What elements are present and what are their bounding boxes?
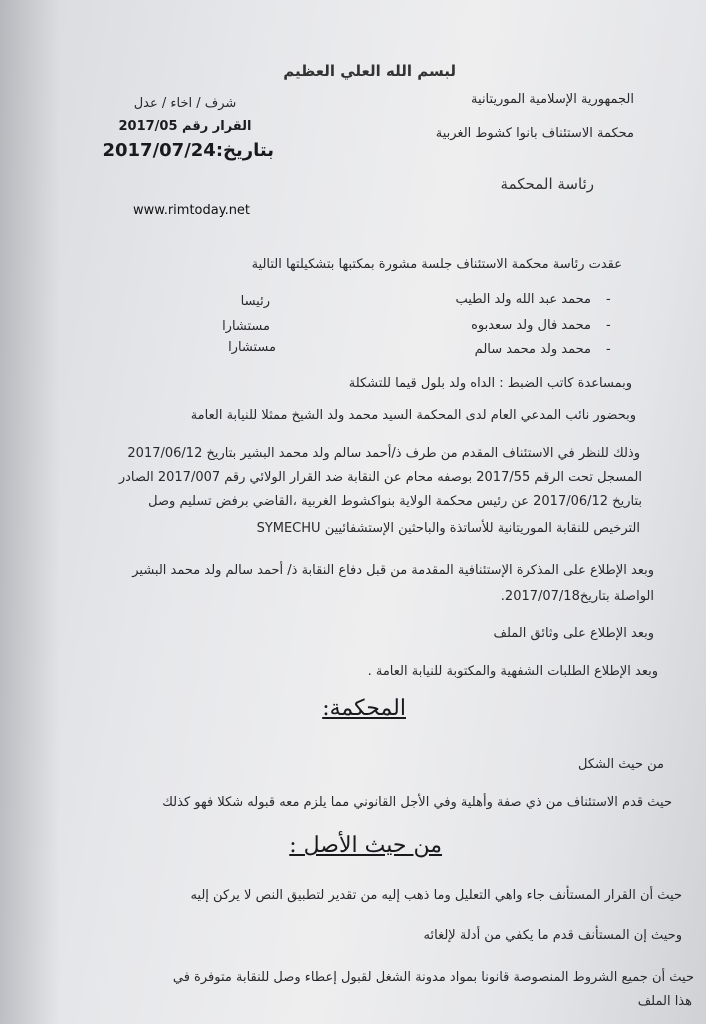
merits-heading: من حيث الأصل : — [289, 833, 442, 858]
panel-member-name: محمد ولد محمد سالم — [474, 342, 591, 357]
panel-member-name: محمد عبد الله ولد الطيب — [455, 292, 591, 307]
court-heading: المحكمة: — [322, 696, 406, 721]
para1-line: المسجل تحت الرقم 2017/55 بوصفه محام عن النقابة ضد القرار الولائي رقم 2017/007 الصادر — [118, 470, 642, 485]
panel-member-role: مستشارا — [222, 319, 270, 334]
header-court: محكمة الاستئناف بانوا كشوط الغربية — [435, 126, 634, 141]
header-motto: شرف / اخاء / عدل — [133, 96, 237, 111]
para4-line: وبعد الإطلاع الطلبات الشفهية والمكتوبة للنيابة العامة . — [367, 664, 658, 679]
form-text: حيث قدم الاستئناف من ذي صفة وأهلية وفي الأجل القانوني مما يلزم معه قبوله شكلا فهو كذلك — [162, 795, 672, 810]
prosecutor-line: وبحضور نائب المدعي العام لدى المحكمة السيد محمد ولد الشيخ ممثلا للنيابة العامة — [190, 408, 636, 423]
website-watermark: www.rimtoday.net — [133, 203, 251, 218]
document-page: لبسم الله العلي العظيم الجمهورية الإسلامية الموريتانية محكمة الاستئناف بانوا كشوط الغربية شرف / اخاء / عدل القرار رقم 2017/05 بتاريخ:2017/07/24 رئاسة المحكمة www.rimtoday.net عقدت رئاسة محكمة الاستئناف جلسة مشورة بمكتبها بتشكيلتها التالية - محمد عبد الله ولد الطيب رئيسا - محمد فال ولد سعدبوه مستشارا - محمد ولد محمد سالم مستشارا وبمساعدة كاتب الضبط : الداه ولد بلول قيما للتشكلة وبحضور نائب المدعي العام لدى المحكمة السيد محمد ولد الشيخ ممثلا للنيابة العامة وذلك للنظر في الاستئناف المقدم من طرف ذ/أحمد سالم ولد محمد البشير بتاريخ 2017/06/12 المسجل تحت الرقم 2017/55 بوصفه محام عن النقابة ضد القرار الولائي رقم 2017/007 الصادر بتاريخ 2017/06/12 عن رئيس محكمة الولاية بنواكشوط الغربية ،القاضي برفض تسليم وصل الترخيص للنقابة الموريتانية للأساتذة والباحثين الإستشفائيين SYMECHU وبعد الإطلاع على المذكرة الإستئنافية المقدمة من قبل دفاع النقابة ذ/ أحمد سالم ولد محمد البشير الواصلة بتاريخ2017/07/18. وبعد الإطلاع على وثائق الملف وبعد الإطلاع الطلبات الشفهية والمكتوبة للنيابة العامة . المحكمة: من حيث الشكل حيث قدم الاستئناف من ذي صفة وأهلية وفي الأجل القانوني مما يلزم معه قبوله شكلا فهو كذلك من حيث الأصل : حيث أن القرار المستأنف جاء واهي التعليل وما ذهب إليه من تقدير لتطبيق النص لا يركن إليه وحيث إن المستأنف قدم ما يكفي من أدلة لإلغائه حيث أن جميع الشروط المنصوصة قانونا بمواد مدونة الشغل لقبول إعطاء وصل للنقابة متوفرة في هذا الملف — [0, 0, 706, 1024]
para2-line: وبعد الإطلاع على المذكرة الإستئنافية المقدمة من قبل دفاع النقابة ذ/ أحمد سالم ولد محمد البشير — [132, 563, 654, 578]
header-country: الجمهورية الإسلامية الموريتانية — [471, 92, 634, 107]
panel-member-role: رئيسا — [240, 294, 270, 309]
merits-line: حيث أن جميع الشروط المنصوصة قانونا بمواد مدونة الشغل لقبول إعطاء وصل للنقابة متوفرة في — [172, 970, 694, 985]
panel-member-name: محمد فال ولد سعدبوه — [471, 318, 591, 333]
clerk-line: وبمساعدة كاتب الضبط : الداه ولد بلول قيما للتشكلة — [348, 376, 632, 391]
basmala: لبسم الله العلي العظيم — [283, 62, 456, 80]
merits-line: هذا الملف — [637, 994, 692, 1009]
para1-line: الترخيص للنقابة الموريتانية للأساتذة والباحثين الإستشفائيين SYMECHU — [256, 521, 640, 536]
para3-line: وبعد الإطلاع على وثائق الملف — [493, 626, 654, 641]
para1-line: وذلك للنظر في الاستئناف المقدم من طرف ذ/أحمد سالم ولد محمد البشير بتاريخ 2017/06/12 — [127, 446, 640, 461]
form-label: من حيث الشكل — [577, 757, 664, 772]
para1-line: بتاريخ 2017/06/12 عن رئيس محكمة الولاية بنواكشوط الغربية ،القاضي برفض تسليم وصل — [148, 494, 642, 509]
intro-line: عقدت رئاسة محكمة الاستئناف جلسة مشورة بمكتبها بتشكيلتها التالية — [251, 257, 622, 272]
decision-date: بتاريخ:2017/07/24 — [102, 140, 274, 161]
decision-number: القرار رقم 2017/05 — [118, 119, 252, 134]
panel-member-role: مستشارا — [228, 340, 276, 355]
presidency-title: رئاسة المحكمة — [500, 175, 594, 193]
para2-line: الواصلة بتاريخ2017/07/18. — [500, 589, 654, 604]
merits-line: وحيث إن المستأنف قدم ما يكفي من أدلة لإلغائه — [423, 928, 682, 943]
merits-line: حيث أن القرار المستأنف جاء واهي التعليل وما ذهب إليه من تقدير لتطبيق النص لا يركن إليه — [190, 888, 682, 903]
